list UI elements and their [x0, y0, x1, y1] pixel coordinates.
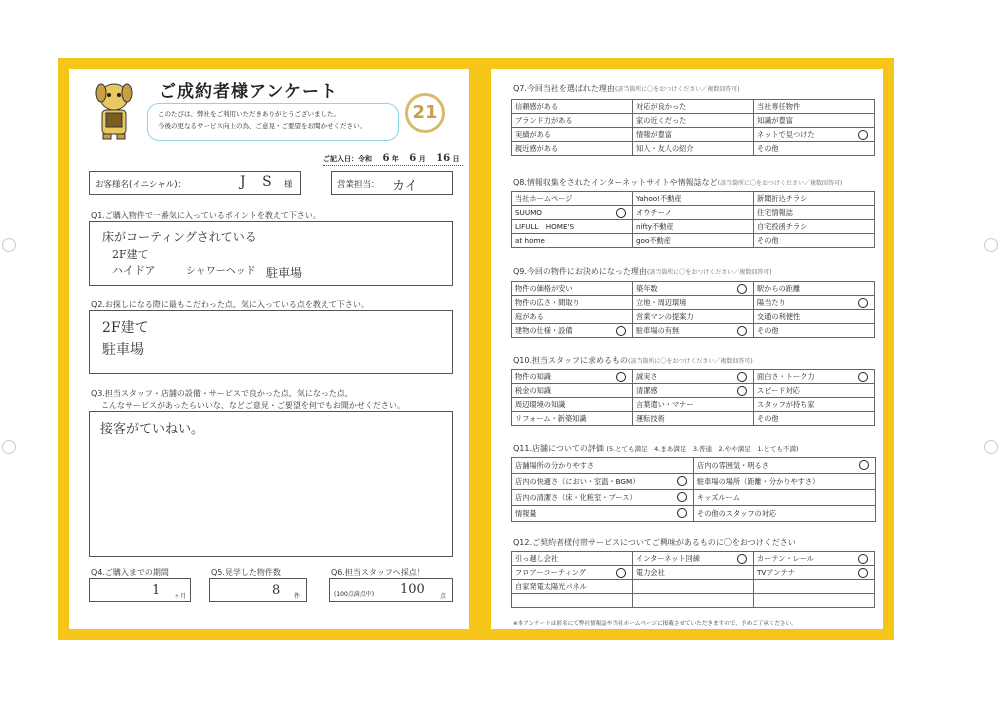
q7-option[interactable]: ブランド力がある — [512, 114, 633, 128]
q10-note: (該当箇所に〇をおつけください／複数回答可) — [628, 358, 753, 365]
q7-option-selected[interactable] — [754, 128, 875, 142]
q1-answer-4: シャワーヘッド — [186, 266, 256, 277]
century21-logo: 21 — [405, 93, 445, 133]
greeting-line-1: このたびは、弊社をご利用いただきありがとうございました。 — [158, 110, 340, 118]
circle-mark-icon — [858, 568, 868, 578]
q9-option[interactable]: 物件の価格が安い — [512, 282, 633, 296]
q12-option-label: TVアンテナ — [757, 567, 795, 577]
q10-option-label: 誠実さ — [636, 371, 658, 381]
q1-answer-1: 床がコーティングされている — [102, 230, 257, 244]
q8-option[interactable]: 住宅情報誌 — [754, 206, 875, 220]
sales-staff-label: 営業担当： — [337, 180, 380, 190]
q11-item-label: 情報量 — [515, 508, 537, 518]
q11-item-label: 店内の雰囲気・明るさ — [697, 460, 769, 470]
q12-option[interactable] — [633, 580, 754, 594]
q5-answer-box — [209, 578, 307, 602]
customer-name-box — [89, 171, 301, 195]
q9-table — [511, 281, 875, 338]
date-year: 6 — [382, 153, 390, 164]
q10-option-selected[interactable] — [512, 370, 633, 384]
q8-option-label: SUUMO — [515, 208, 542, 217]
q7-option[interactable]: 実績がある — [512, 128, 633, 142]
q8-option[interactable]: Yahoo!不動産 — [633, 192, 754, 206]
q12-option-selected[interactable] — [754, 552, 875, 566]
q9-option[interactable]: 立地・周辺環境 — [633, 296, 754, 310]
q1-label: Q1.ご購入物件で一番気に入っているポイントを教えて下さい。 — [91, 211, 321, 220]
q9-option-selected[interactable] — [754, 296, 875, 310]
q6-unit: 点 — [440, 593, 447, 600]
circle-mark-icon — [858, 298, 868, 308]
q8-table — [511, 191, 875, 248]
q7-option[interactable]: 知識が豊富 — [754, 114, 875, 128]
q11-item-rated[interactable] — [512, 490, 694, 506]
q11-item-rated[interactable] — [694, 458, 876, 474]
q7-option[interactable]: 当社専任物件 — [754, 100, 875, 114]
date-label: ご記入日：令和 — [323, 155, 372, 163]
q1-answer-2: 2F建て — [112, 248, 149, 261]
q7-option[interactable]: 対応が良かった — [633, 100, 754, 114]
q10-option-selected[interactable] — [633, 370, 754, 384]
dog-mascot-icon — [91, 79, 137, 141]
q10-option[interactable]: 運転技術 — [633, 412, 754, 426]
q3-label-1: Q3.担当スタッフ・店舗の設備・サービスで良かった点、気になった点、 — [91, 389, 353, 398]
q2-answer-1: 2F建て — [102, 320, 149, 336]
q12-option-label: カーテン・レール — [757, 553, 814, 563]
q8-option[interactable]: その他 — [754, 234, 875, 248]
q7-option[interactable]: 情報が豊富 — [633, 128, 754, 142]
q8-option[interactable]: 自宅投函チラシ — [754, 220, 875, 234]
q12-option[interactable] — [754, 594, 875, 608]
q12-option[interactable]: 引っ越し会社 — [512, 552, 633, 566]
q4-value: 1 — [152, 583, 161, 598]
q9-option[interactable]: 営業マンの提案力 — [633, 310, 754, 324]
q9-option-selected[interactable] — [633, 324, 754, 338]
sales-staff-value: カイ — [392, 179, 418, 194]
circle-mark-icon — [858, 554, 868, 564]
q7-label — [513, 83, 740, 94]
q7-option[interactable]: 知人・友人の紹介 — [633, 142, 754, 156]
q10-title: Q10.担当スタッフに求めるもの — [513, 356, 629, 365]
q10-option[interactable]: 税金の知識 — [512, 384, 633, 398]
q3-label-2: こんなサービスがあったらいいな、などご意見・ご要望を何でもお聞かせください。 — [101, 401, 405, 410]
q10-option-selected[interactable] — [754, 370, 875, 384]
q12-label: Q12.ご契約者様付帯サービスについてご興味があるものに〇をおつけください — [513, 538, 796, 547]
customer-name-value: J S — [240, 174, 278, 190]
q9-label — [513, 266, 772, 277]
q10-option[interactable]: リフォーム・新築知識 — [512, 412, 633, 426]
q5-label: Q5.見学した物件数 — [211, 568, 281, 577]
q5-value: 8 — [272, 583, 281, 598]
q12-option-selected[interactable] — [754, 566, 875, 580]
circle-mark-icon — [737, 372, 747, 382]
q1-answer-3: ハイドア — [112, 264, 156, 277]
circle-mark-icon — [677, 492, 687, 502]
q9-option-label: 建物の仕様・設備 — [515, 325, 573, 335]
entry-date — [323, 153, 459, 164]
q2-label: Q2.お探しになる際に最もこだわった点、気に入っている点を教えて下さい。 — [91, 300, 369, 309]
q10-option[interactable]: スタッフが持ち家 — [754, 398, 875, 412]
q12-option[interactable] — [633, 594, 754, 608]
survey-right-page — [480, 58, 894, 640]
q12-option-label: フロアーコーティング — [515, 567, 586, 577]
q6-label: Q6.担当スタッフへ採点！ — [331, 568, 425, 577]
q7-option[interactable]: 信頼感がある — [512, 100, 633, 114]
q7-title: Q7.今回当社を選ばれた理由 — [513, 84, 615, 93]
q12-option-label: インターネット回線 — [636, 553, 701, 563]
q11-title: Q11.店舗についての評価 — [513, 444, 604, 453]
q10-label — [513, 355, 753, 366]
q8-option-selected[interactable] — [512, 206, 633, 220]
q12-option[interactable] — [754, 580, 875, 594]
q9-option[interactable]: 庭がある — [512, 310, 633, 324]
q12-option[interactable] — [512, 594, 633, 608]
q10-table — [511, 369, 875, 426]
punch-hole — [984, 238, 998, 252]
customer-name-label: お客様名(イニシャル)： — [95, 180, 187, 190]
q10-option[interactable]: スピード対応 — [754, 384, 875, 398]
q8-option[interactable]: オウチーノ — [633, 206, 754, 220]
q12-option[interactable]: 電力会社 — [633, 566, 754, 580]
q11-item[interactable]: その他のスタッフの対応 — [694, 506, 876, 522]
q9-option-label: 陽当たり — [757, 297, 786, 307]
q11-item[interactable]: キッズルーム — [694, 490, 876, 506]
q10-option[interactable]: 言葉遣い・マナー — [633, 398, 754, 412]
sales-staff-box — [331, 171, 453, 195]
q10-option[interactable]: その他 — [754, 412, 875, 426]
circle-mark-icon — [677, 508, 687, 518]
q7-table — [511, 99, 875, 156]
q10-option-selected[interactable] — [633, 384, 754, 398]
q6-value: 100 — [400, 582, 425, 597]
q11-item-rated[interactable] — [512, 474, 694, 490]
q10-option-label: 清潔感 — [636, 385, 658, 395]
customer-name-suffix: 様 — [284, 180, 293, 190]
q3-answer: 接客がていねい。 — [100, 422, 205, 437]
punch-hole — [2, 238, 16, 252]
circle-mark-icon — [858, 130, 868, 140]
circle-mark-icon — [859, 460, 869, 470]
q3-answer-box — [89, 411, 453, 557]
q6-answer-box — [329, 578, 453, 602]
q10-option-label: 面白さ・トーク力 — [757, 371, 815, 381]
q12-option-selected[interactable] — [512, 566, 633, 580]
q11-item-rated[interactable] — [512, 506, 694, 522]
q12-option[interactable]: 自家発電太陽光パネル — [512, 580, 633, 594]
q8-note: (該当箇所に〇をおつけください／複数回答可) — [717, 180, 843, 187]
q9-note: (該当箇所に〇をおつけください／複数回答可) — [646, 269, 772, 276]
survey-left-page — [58, 58, 480, 640]
q8-option[interactable]: LIFULL HOME'S — [512, 220, 633, 234]
circle-mark-icon — [616, 326, 626, 336]
q7-option[interactable]: 親近感がある — [512, 142, 633, 156]
q2-answer-box — [89, 310, 453, 374]
q1-answer-box — [89, 221, 453, 286]
date-day: 16 — [436, 153, 451, 164]
circle-mark-icon — [737, 386, 747, 396]
q7-note: (該当箇所に〇をおつけください／複数回答可) — [614, 86, 740, 93]
date-year-unit: 年 — [391, 155, 399, 163]
q11-item[interactable]: 店舗場所の分かりやすさ — [512, 458, 694, 474]
q7-option[interactable]: その他 — [754, 142, 875, 156]
q9-title: Q9.今回の物件にお決めになった理由 — [513, 267, 647, 276]
punch-hole — [984, 440, 998, 454]
date-month-unit: 月 — [418, 155, 426, 163]
q8-label — [513, 177, 842, 188]
greeting-line-2: 今後の更なるサービス向上の為、ご意見・ご要望をお聞かせください。 — [158, 122, 366, 130]
date-underline — [323, 165, 463, 166]
q8-title: Q8.情報収集をされたインターネットサイトや情報誌など — [513, 178, 718, 187]
q4-answer-box — [89, 578, 191, 602]
circle-mark-icon — [616, 208, 626, 218]
q6-note: (100点満点中) — [334, 591, 375, 598]
q11-label — [513, 443, 799, 454]
greeting-bubble — [147, 103, 399, 141]
q11-item[interactable]: 駐車場の場所（距離・分かりやすさ） — [694, 474, 876, 490]
date-month: 6 — [409, 153, 417, 164]
circle-mark-icon — [616, 372, 626, 382]
circle-mark-icon — [737, 326, 747, 336]
q8-option[interactable]: 新聞折込チラシ — [754, 192, 875, 206]
q9-option[interactable]: その他 — [754, 324, 875, 338]
footer-note: ※本アンケートは匿名にて弊社情報誌や当社ホームページに掲載させていただきますので、予めご了承ください。 — [513, 621, 797, 627]
survey-title: ご成約者様アンケート — [159, 82, 338, 102]
q11-scale: (5.とても満足 4.まあ満足 3.普通 2.やや満足 1.とても不満) — [606, 445, 799, 453]
q2-answer-2: 駐車場 — [102, 342, 144, 358]
circle-mark-icon — [616, 568, 626, 578]
circle-mark-icon — [737, 284, 747, 294]
q11-item-label: 店内の清潔さ（床・化粧室・ブース） — [515, 492, 637, 502]
q12-table — [511, 551, 875, 608]
q7-option-label: ネットで見つけた — [757, 129, 815, 139]
q8-option[interactable]: nifty不動産 — [633, 220, 754, 234]
q10-option[interactable]: 周辺環境の知識 — [512, 398, 633, 412]
q8-option[interactable]: 当社ホームページ — [512, 192, 633, 206]
q12-option-selected[interactable] — [633, 552, 754, 566]
q9-option-selected[interactable] — [512, 324, 633, 338]
circle-mark-icon — [737, 554, 747, 564]
date-day-unit: 日 — [452, 155, 460, 163]
q1-answer-5: 駐車場 — [266, 266, 303, 280]
q9-option-label: 築年数 — [636, 283, 658, 293]
q7-option[interactable]: 家の近くだった — [633, 114, 754, 128]
circle-mark-icon — [677, 476, 687, 486]
q4-label: Q4.ご購入までの期間 — [91, 568, 169, 577]
q9-option[interactable]: 駅からの距離 — [754, 282, 875, 296]
q11-table — [511, 457, 876, 522]
q11-item-label: 店内の快適さ（におい・室温・BGM） — [515, 476, 640, 486]
q9-option-selected[interactable] — [633, 282, 754, 296]
q10-option-label: 物件の知識 — [515, 371, 551, 381]
q4-unit: ヶ月 — [174, 593, 187, 600]
punch-hole — [2, 440, 16, 454]
q8-option[interactable]: at home — [512, 234, 633, 248]
q5-unit: 件 — [294, 593, 301, 600]
circle-mark-icon — [858, 372, 868, 382]
q9-option[interactable]: 物件の広さ・間取り — [512, 296, 633, 310]
q8-option[interactable]: goo不動産 — [633, 234, 754, 248]
q9-option-label: 駐車場の有無 — [636, 325, 680, 335]
q9-option[interactable]: 交通の利便性 — [754, 310, 875, 324]
